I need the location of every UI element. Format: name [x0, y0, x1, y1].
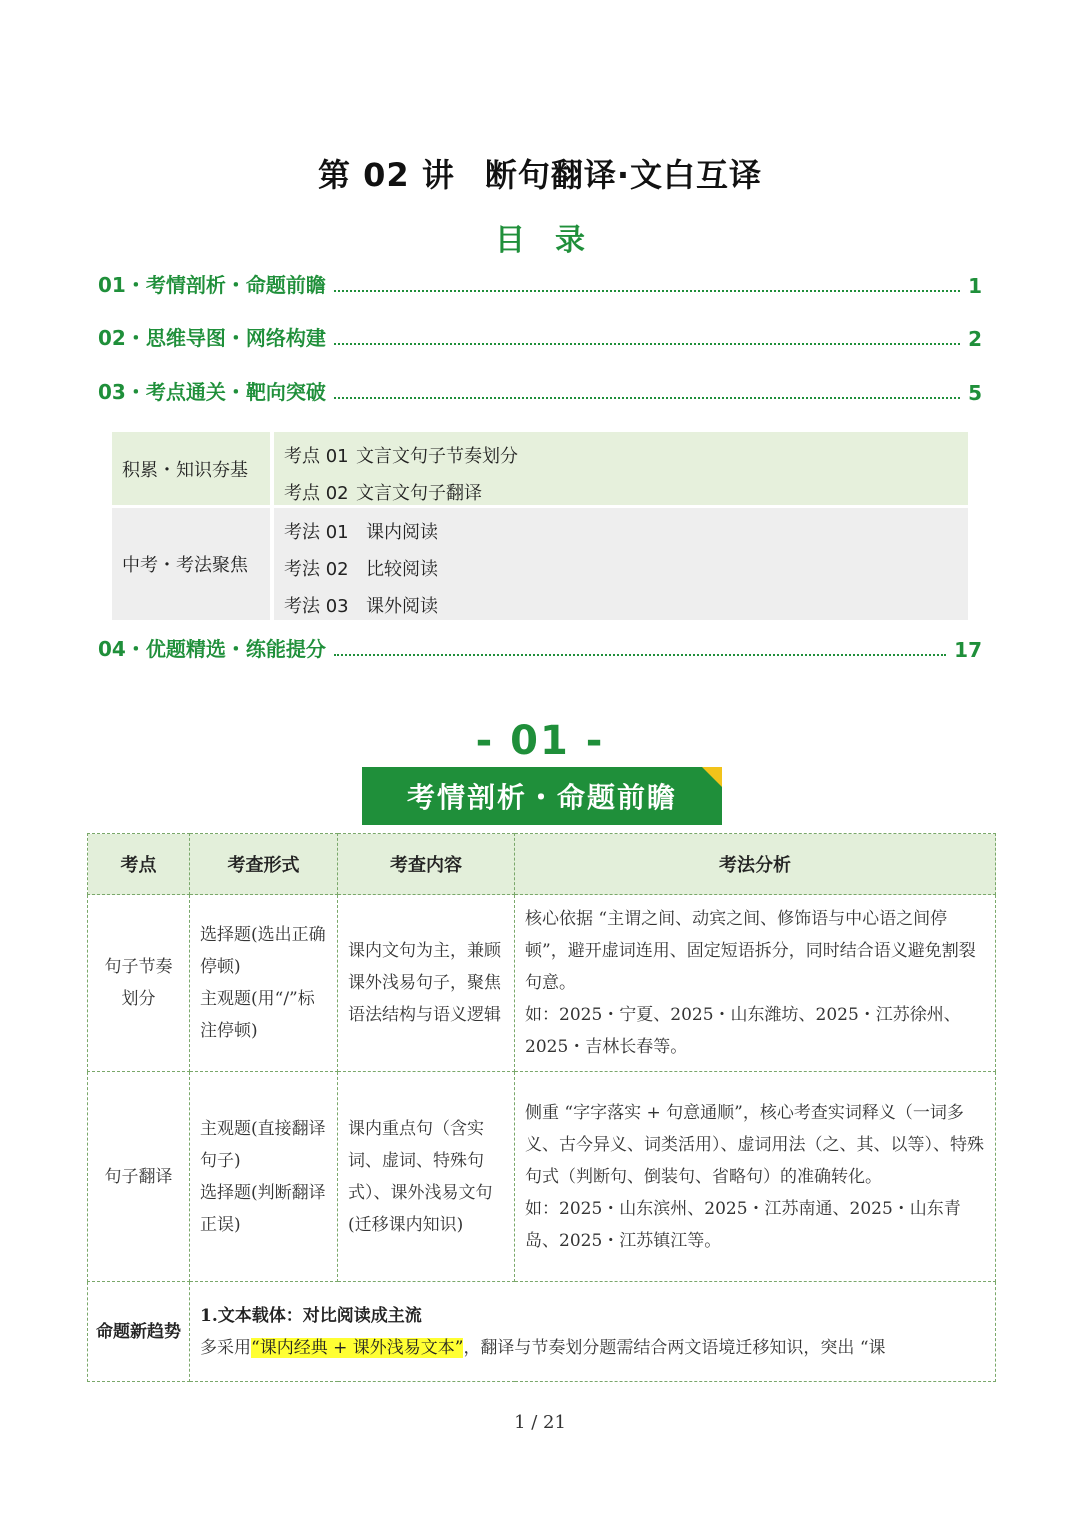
trend-text-pre: 多采用 [200, 1337, 251, 1358]
toc-subitem-text: 课外阅读 [366, 595, 438, 617]
toc-item-label: 04・优题精选・练能提分 [98, 637, 326, 661]
table-header-row [88, 834, 996, 895]
toc-item-01[interactable] [98, 268, 982, 298]
toc-item-page: 2 [968, 327, 982, 351]
toc-leader-dots [334, 396, 960, 399]
analysis-text: 核心依据 “主谓之间、动宾之间、修饰语与中心语之间停顿”，避开虚词连用、固定短语拆分，同时结合语义避免割裂句意。 [525, 909, 976, 993]
table-header-cell: 考法分析 [515, 834, 996, 895]
analysis-cell [515, 895, 996, 1072]
trend-text [200, 1332, 985, 1364]
toc-subitem[interactable] [284, 586, 958, 623]
toc-item-page: 5 [968, 381, 982, 405]
page-number: 1 / 21 [514, 1412, 566, 1433]
toc-group-name: 中考・考法聚焦 [112, 508, 270, 620]
section-number: - 01 - [475, 718, 605, 764]
form-line: 主观题(直接翻译句子) [200, 1118, 326, 1171]
form-cell [190, 1072, 338, 1282]
trend-text-post: ，翻译与节奏划分题需结合两文语境迁移知识，突出 “课 [463, 1337, 886, 1358]
toc-subitem[interactable] [284, 549, 958, 586]
toc-leader-dots [334, 653, 946, 656]
toc-item-03[interactable] [98, 375, 982, 405]
form-line: 主观题(用“/”标注停顿) [200, 989, 315, 1041]
toc-item-label: 03・考点通关・靶向突破 [98, 380, 326, 404]
lecture-number: 第 02 讲 [318, 156, 455, 194]
trend-row [88, 1282, 996, 1382]
toc-group-name: 积累・知识夯基 [112, 432, 270, 505]
analysis-examples: 如：2025・山东滨州、2025・江苏南通、2025・山东青岛、2025・江苏镇江等。 [525, 1198, 961, 1251]
trend-cell [190, 1282, 996, 1382]
section-title: 考情剖析・命题前瞻 [406, 781, 677, 814]
section-banner [362, 767, 722, 825]
toc-item-label: 02・思维导图・网络构建 [98, 326, 326, 350]
point-cell: 句子翻译 [88, 1072, 190, 1282]
toc-subitem-code: 考点 02 [284, 482, 349, 504]
analysis-cell [515, 1072, 996, 1282]
point-cell: 句子节奏划分 [88, 895, 190, 1072]
exam-analysis-table [87, 833, 996, 1382]
table-row [88, 1072, 996, 1282]
table-header-cell: 考查形式 [190, 834, 338, 895]
toc-item-02[interactable] [98, 321, 982, 351]
table-row [88, 895, 996, 1072]
toc-item-page: 17 [954, 638, 982, 662]
toc-subitem[interactable] [284, 512, 958, 549]
toc-group-knowledge [112, 432, 968, 505]
form-line: 选择题(选出正确停顿) [200, 925, 326, 977]
toc-subitem-code: 考法 01 [284, 521, 349, 543]
toc-item-page: 1 [968, 274, 982, 298]
toc-leader-dots [334, 289, 960, 292]
trend-label: 命题新趋势 [88, 1282, 190, 1382]
content-cell: 课内文句为主，兼顾课外浅易句子，聚焦语法结构与语义逻辑 [338, 895, 515, 1072]
trend-highlight: “课内经典 + 课外浅易文本” [251, 1337, 464, 1358]
analysis-examples: 如：2025・宁夏、2025・山东潍坊、2025・江苏徐州、2025・吉林长春等。 [525, 1005, 961, 1057]
toc-subitem-text: 文言文句子翻译 [356, 482, 482, 504]
toc-subitem-text: 文言文句子节奏划分 [356, 445, 518, 467]
form-line: 选择题(判断翻译正误) [200, 1182, 326, 1235]
toc-subitem-code: 考法 03 [284, 595, 349, 617]
trend-heading: 1.文本载体：对比阅读成主流 [200, 1305, 422, 1326]
toc-title: 目录 [495, 223, 615, 258]
table-header-cell: 考查内容 [338, 834, 515, 895]
toc-item-label: 01・考情剖析・命题前瞻 [98, 273, 326, 297]
toc-subitem-code: 考点 01 [284, 445, 349, 467]
form-cell [190, 895, 338, 1072]
toc-subitem[interactable] [284, 473, 958, 510]
lecture-title: 断句翻译·文白互译 [484, 156, 762, 194]
analysis-text: 侧重 “字字落实 + 句意通顺”，核心考查实词释义（一词多义、古今异义、词类活用）、虚词用法（之、其、以等）、特殊句式（判断句、倒装句、省略句）的准确转化。 [525, 1102, 984, 1187]
toc-subitem-code: 考法 02 [284, 558, 349, 580]
toc-subitem-text: 比较阅读 [366, 558, 438, 580]
banner-corner-decoration [702, 767, 722, 787]
document-title [0, 150, 1080, 196]
table-header-cell: 考点 [88, 834, 190, 895]
content-cell: 课内重点句（含实词、虚词、特殊句式）、课外浅易文句(迁移课内知识) [338, 1072, 515, 1282]
toc-item-04[interactable] [98, 632, 982, 662]
toc-leader-dots [334, 342, 960, 345]
toc-subitem-text: 课内阅读 [366, 521, 438, 543]
toc-subitem[interactable] [284, 436, 958, 473]
toc-group-exam [112, 508, 968, 620]
